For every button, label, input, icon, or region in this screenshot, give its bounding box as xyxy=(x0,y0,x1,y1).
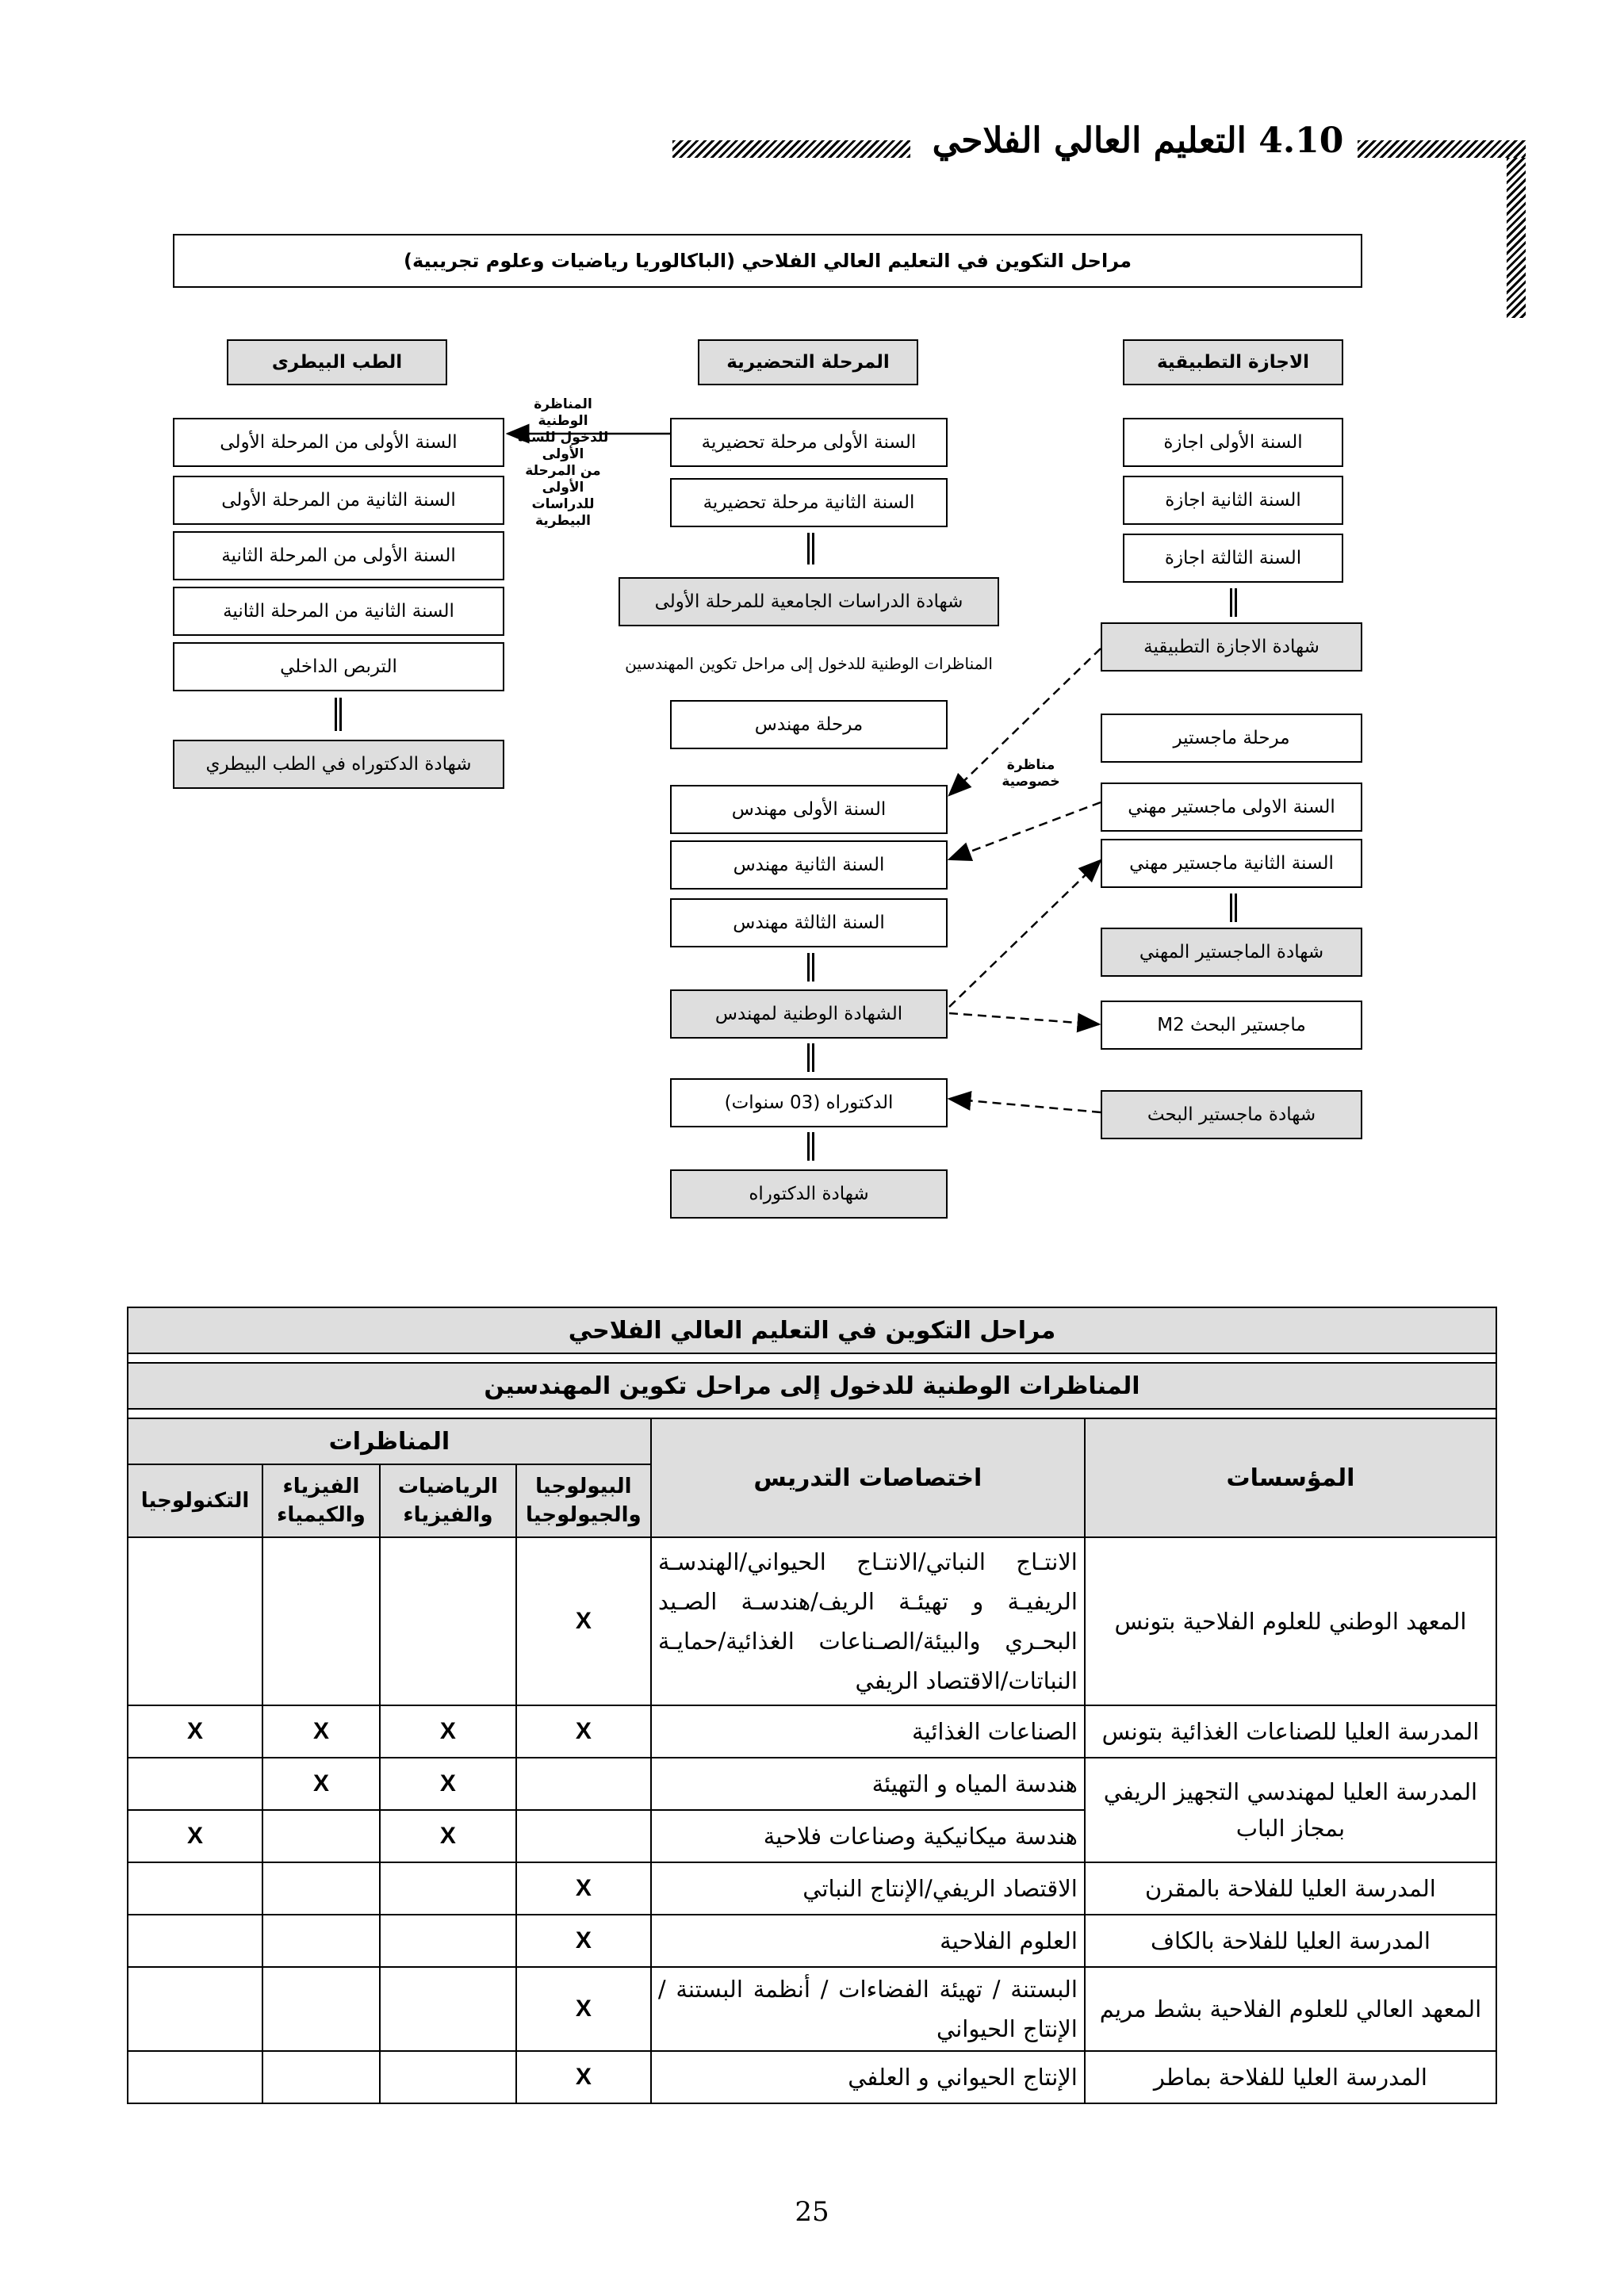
mark-cell: X xyxy=(380,1758,516,1810)
engineer-cert-to-master2-arrow xyxy=(949,860,1101,1007)
mark-cell xyxy=(380,1537,516,1705)
mark-cell xyxy=(128,1537,262,1705)
col-contests: المناظرات xyxy=(128,1418,651,1464)
table-title: مراحل التكوين في التعليم العالي الفلاحي xyxy=(128,1307,1496,1353)
specialty-cell: هندسة المياه و التهيئة xyxy=(651,1758,1085,1810)
special-contest-note: مناظرة خصوصية xyxy=(1002,757,1060,790)
institution-cell: المدرسة العليا لمهندسي التجهيز الريفي بمجاز الباب xyxy=(1085,1758,1496,1862)
institution-cell: المدرسة العليا للفلاحة بماطر xyxy=(1085,2051,1496,2103)
vet-contest-note: المناظرة الوطنية للدخول للسنة الأولى من المرحلة الأولى للدراسات البيطرية xyxy=(517,396,609,529)
table-row xyxy=(128,1862,1496,1915)
doctorate-cert: شهادة الدكتوراه xyxy=(670,1169,948,1219)
table-header-row xyxy=(128,1418,1496,1464)
mark-cell xyxy=(128,1967,262,2051)
mark-cell: X xyxy=(262,1705,380,1758)
specialty-cell: الاقتصاد الريفي/الإنتاج النباتي xyxy=(651,1862,1085,1915)
specialty-cell: البستنة / تهيئة الفضاءات / أنظمة البستنة / الإنتاج الحيواني xyxy=(651,1967,1085,2051)
diagram-title: مراحل التكوين في التعليم العالي الفلاحي (الباكالوريا رياضيات وعلوم تجريبية) xyxy=(173,234,1362,288)
prep-header: المرحلة التحضيرية xyxy=(698,339,918,385)
engineer-year-3: السنة الثالثة مهندس xyxy=(670,898,948,947)
mark-cell: X xyxy=(516,1705,651,1758)
mark-cell: X xyxy=(516,2051,651,2103)
vet-header: الطب البيطرى xyxy=(227,339,447,385)
engineer-year-2: السنة الثانية مهندس xyxy=(670,840,948,890)
institution-cell: المعهد الوطني للعلوم الفلاحية بتونس xyxy=(1085,1537,1496,1705)
mark-cell: X xyxy=(262,1758,380,1810)
vet-year-1: السنة الأولى من المرحلة الأولى xyxy=(173,418,504,467)
table-spacer-row xyxy=(128,1353,1496,1363)
table-row xyxy=(128,1758,1496,1810)
institution-cell: المدرسة العليا للفلاحة بالمقرن xyxy=(1085,1862,1496,1915)
research-master-cert: شهادة ماجستير البحث xyxy=(1101,1090,1362,1139)
mark-cell: X xyxy=(128,1810,262,1862)
mark-cell xyxy=(380,1967,516,2051)
institutions-table xyxy=(127,1307,1497,2104)
master-year-2: السنة الثانية ماجستير مهني xyxy=(1101,839,1362,888)
mark-cell xyxy=(262,1810,380,1862)
mark-cell: X xyxy=(380,1705,516,1758)
table-subtitle: المناظرات الوطنية للدخول إلى مراحل تكوين المهندسين xyxy=(128,1363,1496,1409)
mark-cell: X xyxy=(128,1705,262,1758)
mark-cell xyxy=(262,1967,380,2051)
prep-year-1: السنة الأولى مرحلة تحضيرية xyxy=(670,418,948,467)
mark-cell xyxy=(380,1862,516,1915)
institution-cell: المعهد العالي للعلوم الفلاحية بشط مريم xyxy=(1085,1967,1496,2051)
mark-cell xyxy=(262,1915,380,1967)
table-row xyxy=(128,2051,1496,2103)
engineer-year-1: السنة الأولى مهندس xyxy=(670,785,948,834)
col-institutions: المؤسسات xyxy=(1085,1418,1496,1537)
institution-cell: المدرسة العليا للصناعات الغذائية بتونس xyxy=(1085,1705,1496,1758)
master1-to-engineer2-arrow xyxy=(949,802,1101,859)
engineer-cert-to-research-master-arrow xyxy=(949,1013,1099,1024)
table-row xyxy=(128,1915,1496,1967)
applied-cert: شهادة الاجازة التطبيقية xyxy=(1101,622,1362,672)
vet-internship: التربص الداخلي xyxy=(173,642,504,691)
doctorate: الدكتوراه (03 سنوات) xyxy=(670,1078,948,1127)
applied-header: الاجازة التطبيقية xyxy=(1123,339,1343,385)
table-subtitle-row xyxy=(128,1363,1496,1409)
engineer-stage: مرحلة مهندس xyxy=(670,700,948,749)
mark-cell xyxy=(128,2051,262,2103)
specialty-cell: هندسة ميكانيكية وصناعات فلاحية xyxy=(651,1810,1085,1862)
applied-year-2: السنة الثانية اجازة xyxy=(1123,476,1343,525)
mark-cell: X xyxy=(516,1967,651,2051)
vet-year-4: السنة الثانية من المرحلة الثانية xyxy=(173,587,504,636)
specialty-cell: الانتـاج النباتي/الانتـاج الحيواني/الهندسـة الريفيـة و تهيئـة الريف/هندسـة الصـيد البحـري والبيئة/الصـناعات الغذائية/حمايـة النباتات/الاقتصاد الريفي xyxy=(651,1537,1085,1705)
mark-cell xyxy=(516,1758,651,1810)
col-contest-math: الرياضيات والفيزياء xyxy=(380,1464,516,1537)
mark-cell: X xyxy=(516,1537,651,1705)
mark-cell: X xyxy=(516,1862,651,1915)
mark-cell xyxy=(262,2051,380,2103)
mark-cell xyxy=(128,1758,262,1810)
table-row xyxy=(128,1967,1496,2051)
applied-to-engineer-arrow xyxy=(949,649,1101,795)
mark-cell xyxy=(262,1862,380,1915)
col-specialties: اختصاصات التدريس xyxy=(651,1418,1085,1537)
table-row xyxy=(128,1705,1496,1758)
page-number: 25 xyxy=(795,2196,829,2228)
vet-year-3: السنة الأولى من المرحلة الثانية xyxy=(173,531,504,580)
vet-doctorate-cert: شهادة الدكتوراه في الطب البيطري xyxy=(173,740,504,789)
prep-year-2: السنة الثانية مرحلة تحضيرية xyxy=(670,478,948,527)
specialty-cell: الصناعات الغذائية xyxy=(651,1705,1085,1758)
research-master: ماجستير البحث M2 xyxy=(1101,1001,1362,1050)
mark-cell xyxy=(262,1537,380,1705)
mark-cell xyxy=(128,1862,262,1915)
applied-year-3: السنة الثالثة اجازة xyxy=(1123,534,1343,583)
table-row xyxy=(128,1537,1496,1705)
engineer-contest-note: المناظرات الوطنية للدخول إلى مراحل تكوين المهندسين xyxy=(625,654,993,673)
table-title-row xyxy=(128,1307,1496,1353)
master-cert: شهادة الماجستير المهني xyxy=(1101,928,1362,977)
table-spacer-row xyxy=(128,1409,1496,1418)
master-stage: مرحلة ماجستير xyxy=(1101,714,1362,763)
vet-year-2: السنة الثانية من المرحلة الأولى xyxy=(173,476,504,525)
col-contest-bio: البيولوجيا والجيولوجيا xyxy=(516,1464,651,1537)
engineer-cert: الشهادة الوطنية لمهندس xyxy=(670,989,948,1039)
mark-cell xyxy=(516,1810,651,1862)
mark-cell xyxy=(128,1915,262,1967)
mark-cell: X xyxy=(516,1915,651,1967)
section-title: 4.10 التعليم العالي الفلاحي xyxy=(932,121,1344,161)
specialty-cell: الإنتاج الحيواني و العلفي xyxy=(651,2051,1085,2103)
institution-cell: المدرسة العليا للفلاحة بالكاف xyxy=(1085,1915,1496,1967)
research-master-to-doctorate-arrow xyxy=(949,1099,1101,1112)
col-contest-phys: الفيزياء والكيمياء xyxy=(262,1464,380,1537)
mark-cell xyxy=(380,1915,516,1967)
specialty-cell: العلوم الفلاحية xyxy=(651,1915,1085,1967)
prep-cert: شهادة الدراسات الجامعية للمرحلة الأولى xyxy=(619,577,999,626)
applied-year-1: السنة الأولى اجازة xyxy=(1123,418,1343,467)
master-year-1: السنة الاولى ماجستير مهني xyxy=(1101,783,1362,832)
col-contest-tech: التكنولوجيا xyxy=(128,1464,262,1537)
mark-cell xyxy=(380,2051,516,2103)
mark-cell: X xyxy=(380,1810,516,1862)
